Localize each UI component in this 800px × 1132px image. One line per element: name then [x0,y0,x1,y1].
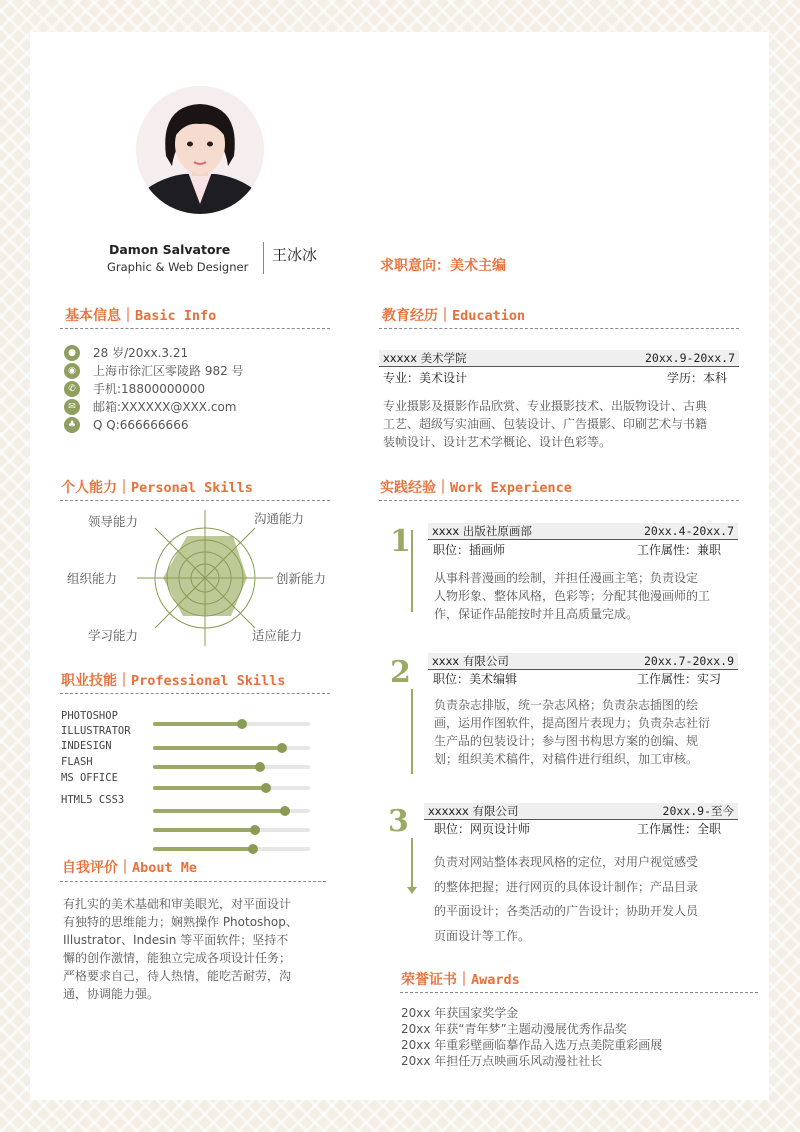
job-position-3: 职位：网页设计师 [434,822,531,836]
award-item: 20xx 年担任万点映画乐风动漫社社长 [401,1054,603,1068]
job-header-bar-3: xxxxxx 有限公司 20xx.9-至今 [424,803,738,820]
radar-label-leadership: 领导能力 [88,514,139,529]
education-degree: 学历：本科 [667,371,728,385]
job-type-1: 工作属性：兼职 [637,543,722,557]
about-me-title: 自我评价｜About Me [62,860,198,876]
job-number-1: 1 [390,524,411,559]
skill-label-indesign: INDESIGN [61,740,112,752]
job-number-3: 3 [388,804,409,839]
awards-divider [400,992,758,993]
about-me-divider [60,881,326,882]
skill-level-handle [237,719,247,729]
skill-bar-fill [153,765,260,769]
skill-level-handle [255,762,265,772]
skill-level-handle [248,844,258,854]
job-number-2: 2 [390,655,411,690]
skill-label-ms-office: MS OFFICE [61,772,118,784]
skill-bar-fill [153,746,282,750]
radar-label-adaptability: 适应能力 [252,628,303,643]
education-title: 教育经历｜Education [382,308,526,324]
job-description-2: 负责杂志排版，统一杂志风格；负责杂志插图的绘 画，运用作图软件，提高图片表现力；负责杂志社衍 生产品的包装设计；参与图书构思方案的创编、规 划；组织美术稿件，对稿件进行组织，加工审核。 [434,698,711,766]
awards-title: 荣誉证书｜Awards [401,972,520,988]
skill-bar [153,847,310,851]
job-objective: 求职意向：美术主编 [380,258,506,274]
job-header-bar-2: xxxx 有限公司 20xx.7-20xx.9 [428,653,738,670]
personal-skills-divider [60,500,330,501]
job-description-1: 从事科普漫画的绘制，并担任漫画主笔；负责设定 人物形象、整体风格，色彩等；分配其他漫画师的工 作，保证作品能按时并且高质量完成。 [434,571,711,621]
skill-bar [153,809,310,813]
qq-icon: ♣ [64,417,80,433]
job-header-bar-1: xxxx 出版社原画部 20xx.4-20xx.7 [428,523,738,540]
resume-page: Damon Salvatore Graphic & Web Designer 王冰冰 求职意向：美术主编 基本信息｜Basic Info ● 28 岁/20xx.3.21 ◉ 上海市徐汇区零陵路 982 号 ✆ 手机:18800000000 ✉ 邮箱:XXXXXX@XXX.com ♣ Q Q:666666666 个人能力｜Personal Skills 领导能力 沟通能力 组织能力 创新能力 学习能力 适应能力 职业技能｜Professional Skills PHOTOSHOP ILLUSTRATOR INDESIGN FLASH MS OFFICE HTML5 CSS3 自我评价｜About Me 有扎实的美术基础和审美眼光，对平面设计 有独特的思维能力；娴熟操作 Photoshop、 Illustrator、Indesin 等平面软件；坚持不 懈的创作激情，能独立完成各项设计任务； 严格要求自己，待人热情，能吃苦耐劳，沟 通，协调能力强。 教育经历｜Education xxxxx 美术学院 20xx.9-20xx.7 专业：美术设计 学历：本科 专业摄影及摄影作品欣赏、专业摄影技术、出版物设计、古典 工艺、超级写实油画、包装设计、广告摄影、印刷艺术与书籍 装帧设计、设计艺术学概论、设计色彩等。 实践经验｜Work Experience 1 xxxx 出版社原画部 20xx.4-20xx.7 职位：插画师 工作属性：兼职 从事科普漫画的绘制，并担任漫画主笔；负责设定 人物形象、整体风格，色彩等；分配其他漫画师的工 作，保证作品能按时并且高质量完成。 2 xxxx 有限公司 20xx.7-20xx.9 职位：美术编辑 工作属性：实习 负责杂志排版，统一杂志风格；负责杂志插图的绘 画，运用作图软件，提高图片表现力；负责杂志社衍 生产品的包装设计；参与图书构思方案的创编、规 划；组织美术稿件，对稿件进行组织，加工审核。 3 xxxxxx 有限公司 20xx.9-至今 职位：网页设计师 工作属性：全职 负责对网站整体表现风格的定位，对用户视觉感受 的整体把握；进行网页的具体设计制作；产品目录 的平面设计；各类活动的广告设计；协助开发人员 页面设计等工作。 荣誉证书｜Awards 20xx 年获国家奖学金 20xx 年获“青年梦”主题动漫展优秀作品奖 20xx 年重彩壁画临摹作品入选万点美院重彩画展 20xx 年担任万点映画乐风动漫社社长 [30,32,769,1100]
education-header-bar: xxxxx 美术学院 20xx.9-20xx.7 [379,350,739,367]
skill-label-flash: FLASH [61,756,93,768]
skill-bar-fill [153,722,242,726]
award-item: 20xx 年获“青年梦”主题动漫展优秀作品奖 [401,1022,627,1036]
skill-bar [153,765,310,769]
skill-bar [153,828,310,832]
about-me-text: 有扎实的美术基础和审美眼光，对平面设计 有独特的思维能力；娴熟操作 Photoshop、 Illustrator、Indesin 等平面软件；坚持不 懈的创作激情，能独立完成各项设计任务； 严格要求自己，待人热情，能吃苦耐劳，沟 通，协调能力强。 [63,897,298,1001]
education-courses: 专业摄影及摄影作品欣赏、专业摄影技术、出版物设计、古典 工艺、超级写实油画、包装设计、广告摄影、印刷艺术与书籍 装帧设计、设计艺术学概论、设计色彩等。 [383,399,708,449]
job-timeline-3 [411,838,413,890]
education-divider [379,328,739,329]
skill-bar-fill [153,809,285,813]
award-item: 20xx 年重彩壁画临摹作品入选万点美院重彩画展 [401,1038,663,1052]
skill-bar-fill [153,828,255,832]
role-en: Graphic & Web Designer [107,260,249,274]
radar-label-organization: 组织能力 [67,571,118,586]
skill-label-illustrator: ILLUSTRATOR [61,725,131,737]
name-en: Damon Salvatore [109,242,231,257]
timeline-arrow-icon [407,887,417,894]
skill-label-html5-css3: HTML5 CSS3 [61,794,125,806]
skill-bar [153,722,310,726]
education-major: 专业：美术设计 [383,371,468,385]
personal-skills-title: 个人能力｜Personal Skills [61,480,253,496]
basic-info-title: 基本信息｜Basic Info [65,308,217,324]
work-experience-title: 实践经验｜Work Experience [380,480,572,496]
skill-bar [153,786,310,790]
name-divider [263,242,264,274]
skill-bar [153,746,310,750]
basic-info-divider [60,328,330,329]
job-timeline-1 [411,530,413,612]
award-item: 20xx 年获国家奖学金 [401,1006,519,1020]
professional-skills-divider [60,693,330,694]
professional-skills-title: 职业技能｜Professional Skills [61,673,286,689]
skill-bar-fill [153,786,266,790]
job-position-1: 职位：插画师 [433,543,506,557]
location-pin-icon: ◉ [64,363,80,379]
job-type-3: 工作属性：全职 [637,822,722,836]
radar-label-innovation: 创新能力 [276,571,327,586]
mail-icon: ✉ [64,399,80,415]
job-timeline-2 [411,689,413,774]
skill-level-handle [261,783,271,793]
skill-bar-fill [153,847,253,851]
user-icon: ● [64,345,80,361]
name-cn: 王冰冰 [272,246,318,264]
job-type-2: 工作属性：实习 [637,672,722,686]
skill-level-handle [250,825,260,835]
phone-icon: ✆ [64,381,80,397]
radar-label-communication: 沟通能力 [254,511,305,526]
job-description-3: 负责对网站整体表现风格的定位，对用户视觉感受 的整体把握；进行网页的具体设计制作；产品目录 的平面设计；各类活动的广告设计；协助开发人员 页面设计等工作。 [434,855,699,943]
awards-list [401,1005,761,1069]
skill-level-handle [280,806,290,816]
radar-label-learning: 学习能力 [88,628,139,643]
skill-level-handle [277,743,287,753]
profile-photo [136,86,264,214]
work-experience-divider [379,500,739,501]
job-position-2: 职位：美术编辑 [433,672,518,686]
skill-label-photoshop: PHOTOSHOP [61,710,118,722]
